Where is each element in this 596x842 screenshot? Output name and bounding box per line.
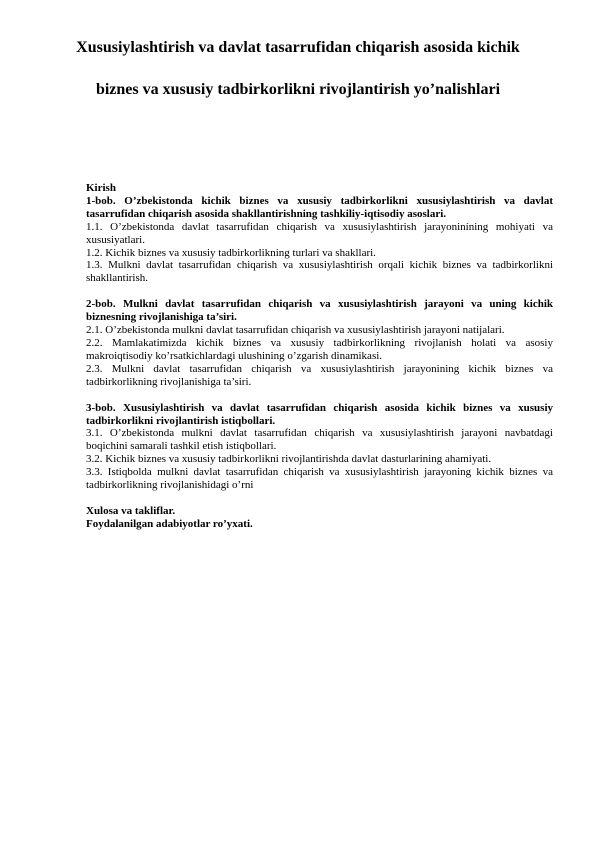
section-3-1: 3.1. O’zbekistonda mulkni davlat tasarrufidan chiqarish va xususiylashtirish jarayoni navbatdagi boqichini samarali tashkil etish istiqbollari. <box>86 427 553 453</box>
section-1-1: 1.1. O’zbekistonda davlat tasarrufidan chiqarish va xususiylashtirish jarayoniníning mohiyati va xususiyatlari. <box>86 220 553 246</box>
section-2-2: 2.2. Mamlakatimizda kichik biznes va xususiy tadbirkorlikning rivojlanish holati va asosiy makroiqtisodiy ko’rsatkichlardagi ulushining o’zgarish dinamikasi. <box>86 336 553 362</box>
chapter-3-heading: 3-bob. Xususiylashtirish va davlat tasarrufidan chiqarish asosida kichik biznes va xususiy tadbirkorlikni rivojlantirish istiqbollari. <box>86 401 553 427</box>
section-3-3: 3.3. Istiqbolda mulkni davlat tasarrufidan chiqarish va xususiylashtirish jarayoning kichik biznes va tadbirkorlikning rivojlanishidagi o’rni <box>86 466 553 492</box>
document-title-line-2: biznes va xususiy tadbirkorlikni rivojlantirish yo’nalishlari <box>95 81 501 98</box>
table-of-contents <box>86 182 553 531</box>
chapter-1-heading: 1-bob. O’zbekistonda kichik biznes va xususiy tadbirkorlikni xususiylashtirish va davlat tasarrufidan chiqarish asosida shakllantirishning tashkiliy-iqtisodiy asoslari. <box>86 194 553 220</box>
section-2-1: 2.1. O’zbekistonda mulkni davlat tasarrufidan chiqarish va xususiylashtirish jarayoni natijalari. <box>86 324 505 337</box>
toc-conclusion: Xulosa va takliflar. <box>86 504 176 517</box>
section-3-2: 3.2. Kichik biznes va xususiy tadbirkorlikni rivojlantirishda davlat dasturlarining ahamiyati. <box>86 453 492 466</box>
section-1-2: 1.2. Kichik biznes va xususiy tadbirkorlikning turlari va shakllari. <box>86 246 376 259</box>
toc-references: Foydalanilgan adabiyotlar ro’yxati. <box>86 517 253 530</box>
section-2-3: 2.3. Mulkni davlat tasarrufidan chiqarish va xususiylashtirish jarayonining kichik biznes va tadbirkorlikning rivojlanishiga ta’siri. <box>86 362 553 388</box>
document-title-line-1: Xususiylashtirish va davlat tasarrufidan chiqarish asosida kichik <box>76 39 520 56</box>
toc-intro: Kirish <box>86 182 116 194</box>
chapter-2-heading: 2-bob. Mulkni davlat tasarrufidan chiqarish va xususiylashtirish jarayoni va uning kichik biznesning rivojlanishiga ta’siri. <box>86 298 553 324</box>
section-1-3: 1.3. Mulkni davlat tasarrufidan chiqarish va xususiylashtirish orqali kichik biznes va tadbirkorlikni shakllantirish. <box>86 259 553 285</box>
